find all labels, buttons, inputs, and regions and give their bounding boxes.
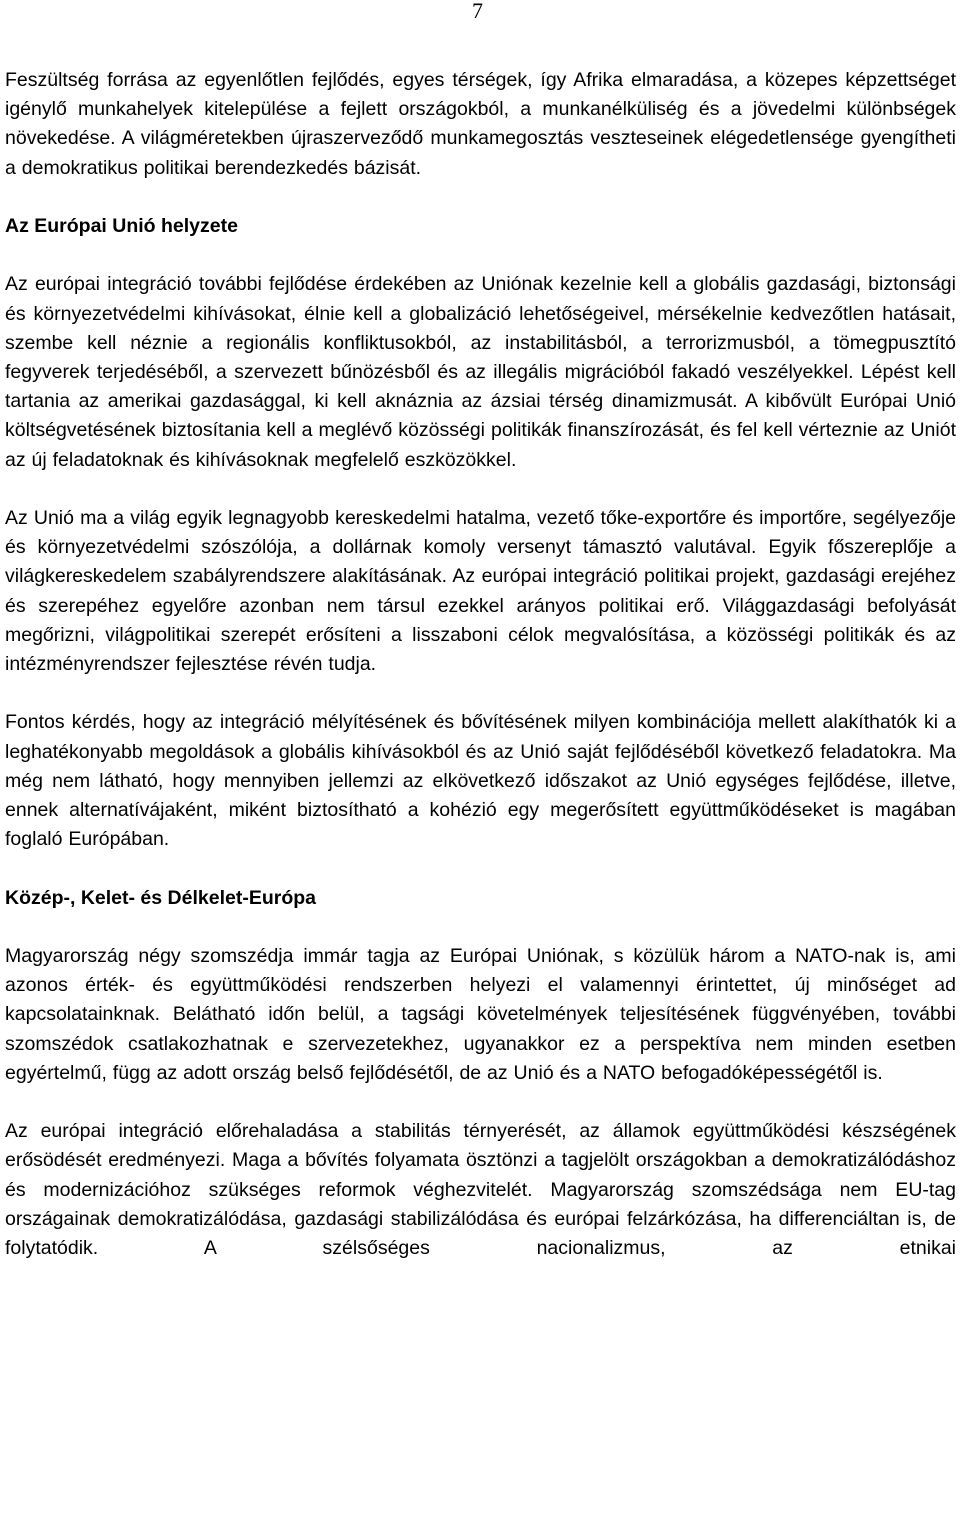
page-number: 7: [472, 0, 483, 23]
intro-paragraph: Feszültség forrása az egyenlőtlen fejlődés, egyes térségek, így Afrika elmaradása, a közepes képzettséget igénylő munkahelyek kitelepülése a fejlett országokból, a munkanélküliség és a jövedelmi különbségek növekedése. A világméretekben újraszerveződő munkamegosztás veszteseinek elégedetlensége gyengítheti a demokratikus politikai berendezkedés bázisát.: [5, 69, 956, 179]
spacer: [5, 679, 956, 708]
spacer: [5, 1088, 956, 1117]
spacer: [5, 913, 956, 942]
cee-paragraph-2: Az európai integráció előrehaladása a stabilitás térnyerését, az államok együttműködési készségének erősödését eredményezi. Maga a bővítés folyamata ösztönzi a tagjelölt országokban a demokratizálódáshoz és modernizációhoz szükséges reformok véghezvitelét. Magyarország szomszédsága nem EU-tag országainak demokratizálódása, gazdasági stabilizálódása és európai felzárkózása, ha differenciáltan is, de folytatódik. A szélsőséges nacionalizmus, az etnikai: [5, 1120, 956, 1260]
eu-paragraph-1: Az európai integráció további fejlődése érdekében az Uniónak kezelnie kell a globális gazdasági, biztonsági és környezetvédelmi kihívásokat, élnie kell a globalizáció lehetőségeivel, mérsékelnie kedvezőtlen hatásait, szembe kell néznie a regionális konfliktusokból, az instabilitásból, a terrorizmusból, a tömegpusztító fegyverek terjedéséből, a szervezett bűnözésből és az illegális migrációból fakadó veszélyekkel. Lépést kell tartania az amerikai gazdasággal, ki kell aknáznia az ázsiai térség dinamizmusát. A kibővült Európai Unió költségvetésének biztosítania kell a meglévő közösségi politikák finanszírozását, és fel kell vérteznie az Uniót az új feladatoknak és kihívásoknak megfelelő eszközökkel.: [5, 273, 956, 471]
eu-paragraph-2: Az Unió ma a világ egyik legnagyobb kereskedelmi hatalma, vezető tőke-exportőre és importőre, segélyezője és környezetvédelmi szószólója, a dollárnak komoly versenyt támasztó valutával. Egyik főszereplője a világkereskedelem szabályrendszere alakításának. Az európai integráció politikai projekt, gazdasági erejéhez és szerepéhez egyelőre azonban nem társul ezekkel arányos politikai erő. Világgazdasági befolyását megőrizni, világpolitikai szerepét erősíteni a lisszaboni célok megvalósítása, a közösségi politikák és az intézményrendszer fejlesztése révén tudja.: [5, 507, 956, 676]
spacer: [5, 241, 956, 270]
spacer: [5, 854, 956, 883]
document-body: [5, 66, 956, 1263]
cee-paragraph-1: Magyarország négy szomszédja immár tagja az Európai Uniónak, s közülük három a NATO-nak is, ami azonos érték- és együttműködési rendszerben helyezi el valamennyi érintettet, új minőséget ad kapcsolatainknak. Belátható időn belül, a tagsági követelmények teljesítésének függvényében, további szomszédok csatlakozhatnak e szervezetekhez, ugyanakkor ez a perspektíva nem minden esetben egyértelmű, függ az adott ország belső fejlődésétől, de az Unió és a NATO befogadóképességétől is.: [5, 945, 956, 1084]
section-heading-eu: Az Európai Unió helyzete: [5, 215, 238, 237]
spacer: [5, 475, 956, 504]
spacer: [5, 183, 956, 212]
eu-paragraph-3: Fontos kérdés, hogy az integráció mélyítésének és bővítésének milyen kombinációja mellett alakíthatók ki a leghatékonyabb megoldások a globális kihívásokból és az Unió saját fejlődéséből következő feladatokra. Ma még nem látható, hogy mennyiben jellemzi az elkövetkező időszakot az Unió egységes fejlődése, illetve, ennek alternatívájaként, miként biztosítható a kohézió egy megerősített együttműködéseket is magában foglaló Európában.: [5, 711, 956, 851]
section-heading-cee: Közép-, Kelet- és Délkelet-Európa: [5, 886, 316, 909]
